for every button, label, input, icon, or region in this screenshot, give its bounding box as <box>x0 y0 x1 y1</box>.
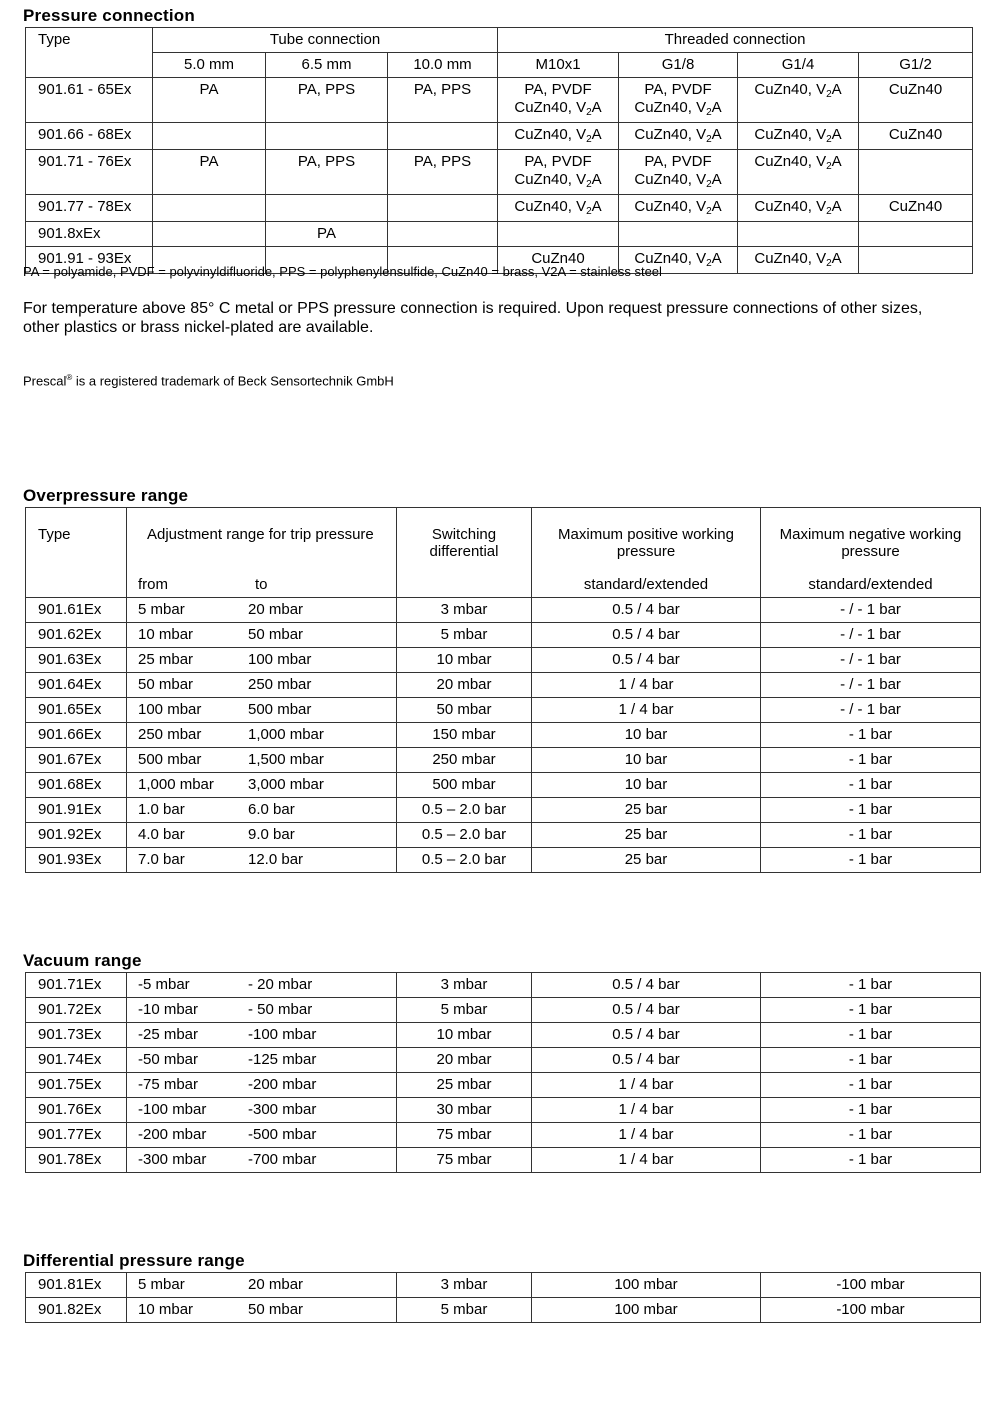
table-row <box>26 673 981 698</box>
trip-range-cell <box>127 623 397 648</box>
neg-cell: - 1 bar <box>761 998 981 1023</box>
pos-cell: 100 mbar <box>532 1273 761 1298</box>
range-to: 20 mbar <box>248 1276 304 1293</box>
material-line: CuZn40, $V_2A$ <box>634 99 722 118</box>
pos-cell: 25 bar <box>532 823 761 848</box>
neg-cell: - / - 1 bar <box>761 623 981 648</box>
pc-material-cell <box>619 222 738 247</box>
pc-type-cell: 901.8xEx <box>26 222 153 247</box>
type-cell: 901.74Ex <box>26 1048 127 1073</box>
op-header-switching-label: Switching differential <box>429 526 499 560</box>
range-to: 12.0 bar <box>248 851 304 868</box>
trip-range-cell <box>127 998 397 1023</box>
table-row <box>26 798 981 823</box>
header-size-6: G1/2 <box>859 53 973 78</box>
material-line: PA, PVDF <box>524 81 592 98</box>
pc-material-cell <box>388 150 498 195</box>
pc-material-cell <box>859 78 973 123</box>
diff-cell: 0.5 – 2.0 bar <box>397 798 532 823</box>
pc-material-cell <box>619 78 738 123</box>
table-row <box>26 1123 981 1148</box>
pc-material-cell <box>859 247 973 274</box>
pos-cell: 1 / 4 bar <box>532 1123 761 1148</box>
pc-material-cell <box>266 222 388 247</box>
op-header-adjustment-label: Adjustment range for trip pressure <box>147 526 374 543</box>
pc-material-cell <box>153 195 266 222</box>
temperature-note <box>23 299 922 337</box>
range-to: 9.0 bar <box>248 826 295 843</box>
table-row <box>26 1073 981 1098</box>
material-line: CuZn40, $V_2A$ <box>634 126 722 145</box>
type-cell: 901.64Ex <box>26 673 127 698</box>
range-to: -300 mbar <box>248 1101 317 1118</box>
neg-cell: - 1 bar <box>761 773 981 798</box>
diff-cell: 20 mbar <box>397 673 532 698</box>
diff-cell: 20 mbar <box>397 1048 532 1073</box>
pos-cell: 0.5 / 4 bar <box>532 648 761 673</box>
table-row <box>26 973 981 998</box>
table-row <box>26 773 981 798</box>
diff-cell: 5 mbar <box>397 623 532 648</box>
pc-material-cell <box>738 123 859 150</box>
material-line: CuZn40 <box>888 198 943 215</box>
pos-cell: 0.5 / 4 bar <box>532 1023 761 1048</box>
neg-cell: - / - 1 bar <box>761 698 981 723</box>
material-line: CuZn40, $V_2A$ <box>634 198 722 217</box>
table-row <box>26 698 981 723</box>
differential-title: Differential pressure range <box>23 1251 245 1270</box>
type-cell: 901.63Ex <box>26 648 127 673</box>
table-row <box>26 598 981 623</box>
material-line: CuZn40 <box>531 250 585 267</box>
pc-material-cell <box>388 123 498 150</box>
range-from: -25 mbar <box>138 1026 199 1043</box>
material-line: CuZn40, $V_2A$ <box>514 171 602 190</box>
header-threaded-label: Threaded connection <box>664 31 806 48</box>
diff-cell: 75 mbar <box>397 1148 532 1173</box>
range-to: 50 mbar <box>248 626 304 643</box>
range-to: 6.0 bar <box>248 801 295 818</box>
range-from: 25 mbar <box>138 651 194 668</box>
material-line: CuZn40, $V_2A$ <box>634 250 722 269</box>
trip-range-cell <box>127 673 397 698</box>
diff-cell: 50 mbar <box>397 698 532 723</box>
pc-material-cell <box>498 195 619 222</box>
type-cell: 901.68Ex <box>26 773 127 798</box>
op-header-type <box>26 508 127 598</box>
range-to: 50 mbar <box>248 1301 304 1318</box>
range-to: - 20 mbar <box>248 976 313 993</box>
range-to: -700 mbar <box>248 1151 317 1168</box>
diff-cell: 10 mbar <box>397 648 532 673</box>
range-to: -125 mbar <box>248 1051 317 1068</box>
pc-material-cell <box>266 78 388 123</box>
diff-cell: 3 mbar <box>397 973 532 998</box>
type-cell: 901.91Ex <box>26 798 127 823</box>
material-line: PA, PVDF <box>644 153 712 170</box>
header-size-4: G1/8 <box>619 53 738 78</box>
header-type-label: Type <box>38 31 71 48</box>
range-to: -100 mbar <box>248 1026 317 1043</box>
range-to: 3,000 mbar <box>248 776 324 793</box>
range-from: 5 mbar <box>138 601 185 618</box>
range-from: 5 mbar <box>138 1276 185 1293</box>
trip-range-cell <box>127 748 397 773</box>
registered-mark: ® <box>66 373 73 382</box>
diff-cell: 3 mbar <box>397 598 532 623</box>
diff-cell: 5 mbar <box>397 1298 532 1323</box>
trip-range-cell <box>127 1273 397 1298</box>
pos-cell: 0.5 / 4 bar <box>532 973 761 998</box>
neg-cell: - 1 bar <box>761 973 981 998</box>
header-size-5: G1/4 <box>738 53 859 78</box>
trip-range-cell <box>127 1073 397 1098</box>
type-cell: 901.61Ex <box>26 598 127 623</box>
op-header-max-neg-sub: standard/extended <box>808 576 933 593</box>
range-from: 1,000 mbar <box>138 776 214 793</box>
neg-cell: - 1 bar <box>761 1098 981 1123</box>
range-from: 100 mbar <box>138 701 202 718</box>
range-from: 10 mbar <box>138 1301 194 1318</box>
pos-cell: 1 / 4 bar <box>532 698 761 723</box>
neg-cell: - 1 bar <box>761 848 981 873</box>
range-to: 20 mbar <box>248 601 304 618</box>
material-line: CuZn40, $V_2A$ <box>754 153 842 172</box>
range-from: 250 mbar <box>138 726 202 743</box>
type-cell: 901.75Ex <box>26 1073 127 1098</box>
header-threaded-connection <box>498 28 973 53</box>
type-cell: 901.73Ex <box>26 1023 127 1048</box>
material-line: PA, PPS <box>297 81 356 98</box>
neg-cell: -100 mbar <box>761 1273 981 1298</box>
pc-material-cell <box>153 123 266 150</box>
material-line: PA, PVDF <box>644 81 712 98</box>
pos-cell: 0.5 / 4 bar <box>532 998 761 1023</box>
type-cell: 901.78Ex <box>26 1148 127 1173</box>
material-line: CuZn40, $V_2A$ <box>514 126 602 145</box>
table-row <box>26 648 981 673</box>
pc-material-cell <box>498 150 619 195</box>
op-header-max-neg-label: Maximum negative working pressure <box>779 526 962 560</box>
op-header-switching <box>397 508 532 598</box>
pc-material-cell <box>153 150 266 195</box>
pc-table-row <box>26 195 973 222</box>
range-from: -100 mbar <box>138 1101 207 1118</box>
pc-material-cell <box>859 222 973 247</box>
diff-cell: 5 mbar <box>397 998 532 1023</box>
pc-material-cell <box>388 195 498 222</box>
neg-cell: - 1 bar <box>761 748 981 773</box>
pos-cell: 25 bar <box>532 848 761 873</box>
op-header-max-pos <box>532 508 761 598</box>
header-size-3: M10x1 <box>498 53 619 78</box>
pc-material-cell <box>266 195 388 222</box>
pos-cell: 0.5 / 4 bar <box>532 598 761 623</box>
op-header-type-label: Type <box>38 526 71 543</box>
pc-material-cell <box>388 78 498 123</box>
range-to: 1,000 mbar <box>248 726 324 743</box>
table-row <box>26 1048 981 1073</box>
type-cell: 901.82Ex <box>26 1298 127 1323</box>
pos-cell: 100 mbar <box>532 1298 761 1323</box>
pc-type-cell: 901.91 - 93Ex <box>26 247 153 274</box>
table-row <box>26 1023 981 1048</box>
pc-material-cell <box>619 195 738 222</box>
pos-cell: 1 / 4 bar <box>532 1098 761 1123</box>
vacuum-title: Vacuum range <box>23 951 142 970</box>
table-row <box>26 623 981 648</box>
pc-type-cell: 901.71 - 76Ex <box>26 150 153 195</box>
material-line: PA, PPS <box>413 153 472 170</box>
pos-cell: 0.5 / 4 bar <box>532 1048 761 1073</box>
type-cell: 901.71Ex <box>26 973 127 998</box>
pc-material-cell <box>738 222 859 247</box>
differential-table <box>25 1272 981 1323</box>
temperature-note-line1: For temperature above 85° C metal or PPS pressure connection is required. Upon request pressure connections of other sizes, <box>23 300 923 317</box>
neg-cell: - 1 bar <box>761 1073 981 1098</box>
pc-type-cell: 901.77 - 78Ex <box>26 195 153 222</box>
diff-cell: 250 mbar <box>397 748 532 773</box>
material-line: PA <box>199 153 219 170</box>
neg-cell: - / - 1 bar <box>761 648 981 673</box>
pc-material-cell <box>859 123 973 150</box>
range-from: 4.0 bar <box>138 826 185 843</box>
table-row <box>26 848 981 873</box>
pos-cell: 10 bar <box>532 723 761 748</box>
trademark-brand: Prescal <box>23 373 67 389</box>
material-line: CuZn40, $V_2A$ <box>754 250 842 269</box>
range-to: - 50 mbar <box>248 1001 313 1018</box>
type-cell: 901.66Ex <box>26 723 127 748</box>
diff-cell: 500 mbar <box>397 773 532 798</box>
material-line: CuZn40, $V_2A$ <box>754 198 842 217</box>
trip-range-cell <box>127 1148 397 1173</box>
type-cell: 901.67Ex <box>26 748 127 773</box>
material-line: PA, PPS <box>413 81 472 98</box>
range-to: 100 mbar <box>248 651 312 668</box>
material-line: CuZn40 <box>888 126 943 143</box>
trademark-note <box>23 373 394 388</box>
range-from: -50 mbar <box>138 1051 199 1068</box>
pc-material-cell <box>266 123 388 150</box>
pos-cell: 10 bar <box>532 773 761 798</box>
range-from: 7.0 bar <box>138 851 185 868</box>
header-type <box>26 28 153 78</box>
header-tube-connection <box>153 28 498 53</box>
diff-cell: 3 mbar <box>397 1273 532 1298</box>
pc-material-cell <box>619 150 738 195</box>
table-row <box>26 748 981 773</box>
neg-cell: - 1 bar <box>761 823 981 848</box>
pc-type-cell: 901.66 - 68Ex <box>26 123 153 150</box>
pc-material-cell <box>153 78 266 123</box>
trip-range-cell <box>127 598 397 623</box>
range-from: -5 mbar <box>138 976 190 993</box>
neg-cell: - / - 1 bar <box>761 673 981 698</box>
pc-material-cell <box>859 195 973 222</box>
material-line: PA <box>199 81 219 98</box>
neg-cell: - 1 bar <box>761 1023 981 1048</box>
trip-range-cell <box>127 648 397 673</box>
neg-cell: -100 mbar <box>761 1298 981 1323</box>
pos-cell: 1 / 4 bar <box>532 1073 761 1098</box>
pc-table-row <box>26 222 973 247</box>
material-line: CuZn40 <box>888 81 943 98</box>
material-line: CuZn40, $V_2A$ <box>754 126 842 145</box>
diff-cell: 30 mbar <box>397 1098 532 1123</box>
pc-material-cell <box>619 123 738 150</box>
pc-material-cell <box>859 150 973 195</box>
material-line: CuZn40, $V_2A$ <box>514 99 602 118</box>
table-row <box>26 823 981 848</box>
table-row <box>26 1148 981 1173</box>
type-cell: 901.92Ex <box>26 823 127 848</box>
pc-type-cell: 901.61 - 65Ex <box>26 78 153 123</box>
range-to: -200 mbar <box>248 1076 317 1093</box>
neg-cell: - 1 bar <box>761 1148 981 1173</box>
type-cell: 901.77Ex <box>26 1123 127 1148</box>
header-size-2: 10.0 mm <box>388 53 498 78</box>
material-line: PA, PPS <box>297 153 356 170</box>
pc-table-row <box>26 78 973 123</box>
op-header-from: from <box>138 576 168 593</box>
pc-table-row <box>26 150 973 195</box>
diff-cell: 10 mbar <box>397 1023 532 1048</box>
type-cell: 901.62Ex <box>26 623 127 648</box>
op-header-max-pos-sub: standard/extended <box>583 576 709 593</box>
trip-range-cell <box>127 848 397 873</box>
material-line: CuZn40, $V_2A$ <box>514 198 602 217</box>
diff-cell: 150 mbar <box>397 723 532 748</box>
op-header-max-pos-label: Maximum positive working pressure <box>558 526 734 560</box>
pc-material-cell <box>498 123 619 150</box>
material-line: CuZn40, $V_2A$ <box>754 81 842 100</box>
pc-material-cell <box>498 78 619 123</box>
overpressure-table <box>25 507 981 873</box>
range-to: -500 mbar <box>248 1126 317 1143</box>
table-row <box>26 998 981 1023</box>
pc-material-cell <box>388 222 498 247</box>
pos-cell: 10 bar <box>532 748 761 773</box>
range-from: -300 mbar <box>138 1151 207 1168</box>
trip-range-cell <box>127 1023 397 1048</box>
pressure-connection-table <box>25 27 973 274</box>
pc-material-cell <box>738 150 859 195</box>
range-from: 500 mbar <box>138 751 202 768</box>
material-line: PA <box>317 225 336 242</box>
pressure-connection-title: Pressure connection <box>23 6 195 25</box>
range-to: 250 mbar <box>248 676 312 693</box>
table-row <box>26 1298 981 1323</box>
trip-range-cell <box>127 1098 397 1123</box>
diff-cell: 25 mbar <box>397 1073 532 1098</box>
pc-material-cell <box>738 247 859 274</box>
neg-cell: - 1 bar <box>761 798 981 823</box>
trip-range-cell <box>127 1298 397 1323</box>
material-line: CuZn40, $V_2A$ <box>634 171 722 190</box>
range-to: 500 mbar <box>248 701 312 718</box>
pos-cell: 1 / 4 bar <box>532 1148 761 1173</box>
trip-range-cell <box>127 1048 397 1073</box>
pos-cell: 0.5 / 4 bar <box>532 623 761 648</box>
type-cell: 901.65Ex <box>26 698 127 723</box>
diff-cell: 75 mbar <box>397 1123 532 1148</box>
pc-material-cell <box>498 222 619 247</box>
header-tube-label: Tube connection <box>269 31 381 48</box>
trademark-text: is a registered trademark of Beck Sensortechnik GmbH <box>72 373 394 389</box>
neg-cell: - 1 bar <box>761 1048 981 1073</box>
table-row <box>26 1098 981 1123</box>
range-from: 50 mbar <box>138 676 194 693</box>
type-cell: 901.72Ex <box>26 998 127 1023</box>
header-size-0: 5.0 mm <box>153 53 266 78</box>
range-from: -75 mbar <box>138 1076 199 1093</box>
pc-material-cell <box>153 222 266 247</box>
table-row <box>26 1273 981 1298</box>
pc-material-cell <box>738 195 859 222</box>
range-to: 1,500 mbar <box>248 751 324 768</box>
table-row <box>26 723 981 748</box>
header-size-1: 6.5 mm <box>266 53 388 78</box>
overpressure-title: Overpressure range <box>23 486 189 505</box>
material-line: PA, PVDF <box>524 153 592 170</box>
trip-range-cell <box>127 723 397 748</box>
op-header-to: to <box>255 576 268 593</box>
neg-cell: - / - 1 bar <box>761 598 981 623</box>
op-header-max-neg <box>761 508 981 598</box>
neg-cell: - 1 bar <box>761 723 981 748</box>
type-cell: 901.93Ex <box>26 848 127 873</box>
pc-table-row <box>26 123 973 150</box>
range-from: -10 mbar <box>138 1001 199 1018</box>
range-from: 1.0 bar <box>138 801 185 818</box>
range-from: 10 mbar <box>138 626 194 643</box>
trip-range-cell <box>127 698 397 723</box>
pc-material-cell <box>738 78 859 123</box>
op-header-adjustment <box>127 508 397 598</box>
trip-range-cell <box>127 973 397 998</box>
neg-cell: - 1 bar <box>761 1123 981 1148</box>
trip-range-cell <box>127 1123 397 1148</box>
pos-cell: 25 bar <box>532 798 761 823</box>
trip-range-cell <box>127 823 397 848</box>
pc-material-cell <box>266 150 388 195</box>
pos-cell: 1 / 4 bar <box>532 673 761 698</box>
diff-cell: 0.5 – 2.0 bar <box>397 823 532 848</box>
material-legend: PA = polyamide, PVDF = polyvinyldifluoride, PPS = polyphenylensulfide, CuZn40 = brass, V2A = stainless steel <box>23 264 662 279</box>
range-from: -200 mbar <box>138 1126 207 1143</box>
vacuum-table <box>25 972 981 1173</box>
type-cell: 901.81Ex <box>26 1273 127 1298</box>
diff-cell: 0.5 – 2.0 bar <box>397 848 532 873</box>
temperature-note-line2: other plastics or brass nickel-plated are available. <box>23 319 374 336</box>
type-cell: 901.76Ex <box>26 1098 127 1123</box>
trip-range-cell <box>127 798 397 823</box>
trip-range-cell <box>127 773 397 798</box>
